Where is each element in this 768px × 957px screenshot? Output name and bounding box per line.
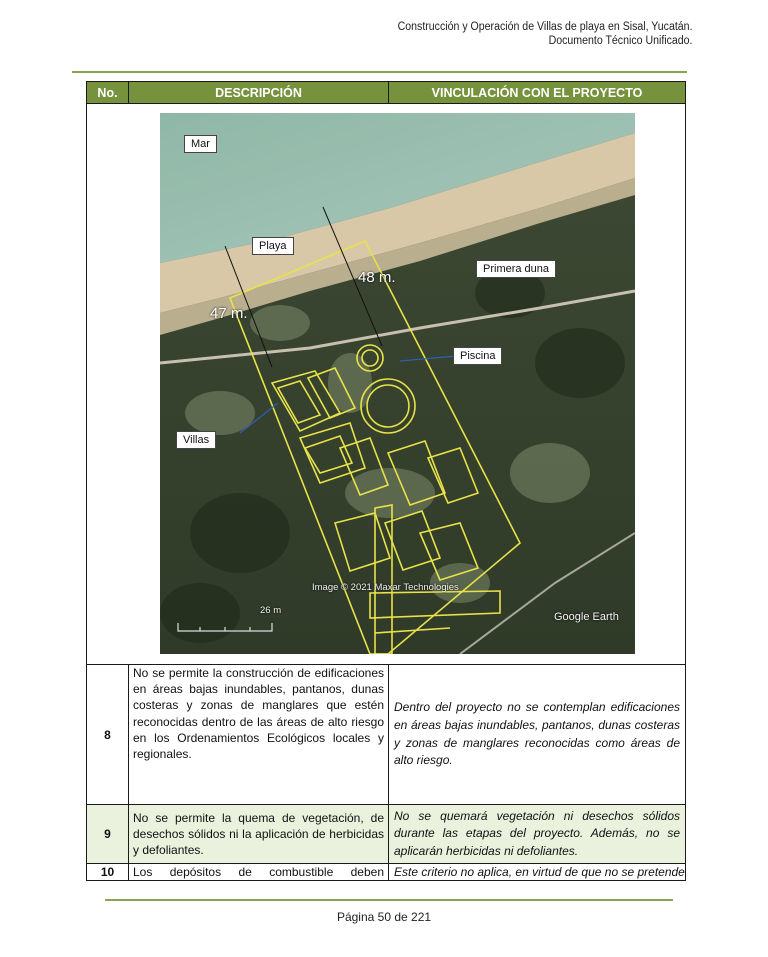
row-linkage: No se quemará vegetación ni desechos sólidos durante las etapas del proyecto. Además, no se aplicarán herbicidas ni defoliantes. (389, 805, 686, 864)
label-piscina: Piscina (453, 347, 502, 365)
row-number: 9 (87, 805, 129, 864)
google-earth-watermark: Google Earth (554, 611, 619, 623)
figure-cell (87, 104, 686, 665)
scale-label: 26 m (260, 605, 282, 616)
label-playa: Playa (252, 237, 294, 255)
header-subtitle: Documento Técnico Unificado. (548, 35, 692, 47)
satellite-image (160, 113, 635, 654)
column-header-no: No. (87, 82, 129, 104)
satellite-map-graphic (160, 113, 635, 654)
row-linkage: Este criterio no aplica, en virtud de que no se pretende (389, 864, 686, 881)
column-header-description: DESCRIPCIÓN (129, 82, 389, 104)
document-header (397, 20, 692, 48)
header-divider (72, 71, 687, 73)
table-header-row (87, 82, 686, 104)
table-row (87, 805, 686, 864)
row-description: No se permite la quema de vegetación, de desechos sólidos ni la aplicación de herbicidas y defoliantes. (129, 805, 389, 864)
label-primera-duna: Primera duna (476, 260, 556, 278)
label-villas: Villas (176, 431, 216, 449)
row-description: Los depósitos de combustible deben (129, 864, 389, 881)
label-mar: Mar (184, 135, 217, 153)
image-credit: Image © 2021 Maxar Technologies (312, 582, 459, 593)
page-number: Página 50 de 221 (336, 910, 432, 924)
row-number: 8 (87, 665, 129, 805)
criteria-table (86, 81, 686, 881)
measure-47m: 47 m. (210, 305, 248, 322)
row-linkage: Dentro del proyecto no se contemplan edificaciones en áreas bajas inundables, pantanos, dunas costeras y zonas de manglares reconocidas como áreas de alto riesgo. (389, 665, 686, 805)
row-description: No se permite la construcción de edificaciones en áreas bajas inundables, pantanos, dunas costeras y zonas de manglares que estén reconocidas dentro de las áreas de alto riesgo en los Ordenamientos Ecológicos locales y regionales. (129, 665, 389, 805)
column-header-linkage: VINCULACIÓN CON EL PROYECTO (389, 82, 686, 104)
table-row (87, 665, 686, 805)
row-number: 10 (87, 864, 129, 881)
measure-48m: 48 m. (358, 269, 396, 286)
figure-row (87, 104, 686, 665)
table-row (87, 864, 686, 881)
footer-divider (105, 899, 673, 901)
header-title: Construcción y Operación de Villas de playa en Sisal, Yucatán. (397, 21, 692, 33)
